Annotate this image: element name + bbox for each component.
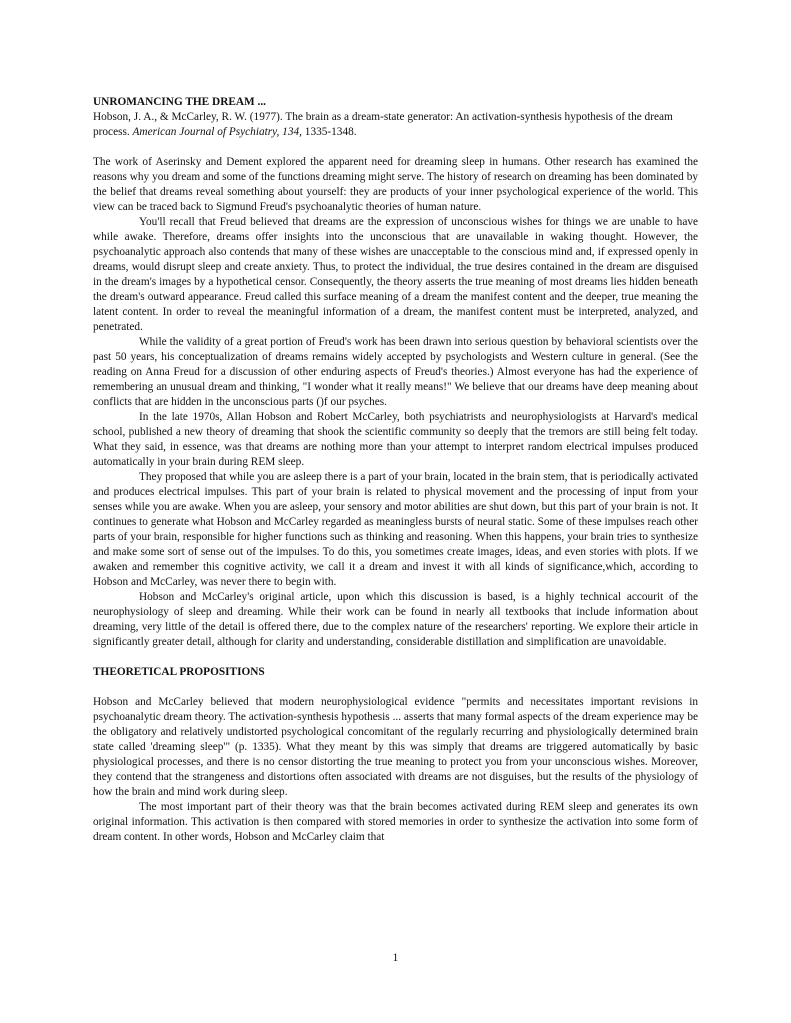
spacer [93,680,698,695]
spacer [93,650,698,665]
spacer [93,140,698,155]
paragraph: Hobson and McCarley's original article, upon which this discussion is based, is a highly technical accourit of the neurophysiology of sleep and dreaming. While their work can be found in nearly all textbooks that include information about dreaming, very little of the detail is offered there, due to the complex nature of the researchers' reporting. We explore their article in significantly greater detail, although for clarity and understanding, considerable distillation and simplification are unavoidable. [93,591,698,648]
citation-authors: Hobson, J. A., & McCarley, R. W. (1977). The brain as a dream-state generator: An activation-synthesis hypothesis of the dream process. [93,111,673,138]
paragraph: You'll recall that Freud believed that dreams are the expression of unconscious wishes for things we are unable to have while awake. Therefore, dreams offer insights into the unconscious that are unavailable in waking thought. However, the psychoanalytic approach also contends that many of these wishes are unacceptable to the conscious mind and, if expressed openly in dreams, would disrupt sleep and create anxiety. Thus, to protect the individual, the true desires contained in the dream are disguised in the dream's images by a hypothetical censor. Consequently, the theory asserts the true meaning of most dreams lies hidden beneath the dream's outward appearance. Freud called this surface meaning of a dream the manifest content and the deeper, true meaning the latent content. In order to reveal the meaningful information of a dream, the manifest content must be interpreted, analyzed, and penetrated. [93,216,698,333]
citation-journal: American Journal of Psychiatry, 134, [132,126,302,138]
section-title-theoretical-propositions: THEORETICAL PROPOSITIONS [93,666,265,678]
paragraph: The work of Aserinsky and Dement explored the apparent need for dreaming sleep in humans. Other research has examined the reasons why you dream and some of the functions dreaming might serve. The history of research on dreaming has been dominated by the belief that dreams reveal something about yourself: they are products of your inner psychological experience of the world. This view can be traced back to Sigmund Freud's psychoanalytic theories of human nature. [93,156,698,213]
paragraph: While the validity of a great portion of Freud's work has been drawn into serious question by behavioral scientists over the past 50 years, his conceptualization of dreams remains widely accepted by psychologists and Western culture in general. (See the reading on Anna Freud for a discussion of other enduring aspects of Freud's theories.) Almost everyone has had the experience of remembering an unusual dream and thinking, "I wonder what it really means!" We believe that our dreams have deep meaning about conflicts that are hidden in the unconscious parts ()f our psyches. [93,336,698,408]
paragraph: They proposed that while you are asleep there is a part of your brain, located in the brain stem, that is periodically activated and produces electrical impulses. This part of your brain is related to physical movement and the processing of input from your senses while you are awake. When you are asleep, your sensory and motor abilities are shut down, but this part of your brain is not. It continues to generate what Hobson and McCarley regarded as meaningless bursts of neural static. Some of these impulses reach other parts of your brain, responsible for higher functions such as thinking and reasoning. When this happens, your brain tries to synthesize and make some sort of sense out of the impulses. To do this, you sometimes create images, ideas, and even stories with plots. If we awaken and remember this cognitive activity, we call it a dream and invest it with all kinds of significance,which, according to Hobson and McCarley, was never there to begin with. [93,471,698,588]
citation-pages: 1335-1348. [301,126,357,138]
section-title: UNROMANCING THE DREAM ... [93,96,267,108]
page-number: 1 [392,952,399,964]
paragraph: In the late 1970s, Allan Hobson and Robert McCarley, both psychiatrists and neurophysiologists at Harvard's medical school, published a new theory of dreaming that shook the scientific community so deeply that the tremors are still being felt today. What they said, in essence, was that dreams are nothing more than your attempt to interpret random electrical impulses produced automatically in your brain during REM sleep. [93,411,698,468]
paragraph: The most important part of their theory was that the brain becomes activated during REM sleep and generates its own original information. This activation is then compared with stored memories in order to synthesize the activation into some form of dream content. In other words, Hobson and McCarley claim that [93,801,698,843]
page-content [93,95,698,845]
paragraph: Hobson and McCarley believed that modern neurophysiological evidence "permits and necessitates important revisions in psychoanalytic dream theory. The activation-synthesis hypothesis ... asserts that many formal aspects of the dream experience may be the obligatory and relatively undistorted psychological concomitant of the regularly recurring and physiologically determined brain state called 'dreaming sleep'" (p. 1335). What they meant by this was simply that dreams are triggered automatically by basic physiological processes, and there is no censor distorting the true meaning to protect you from your unconscious wishes. Moreover, they contend that the strangeness and distortions often associated with dreams are not disguises, but the results of the physiology of how the brain and mind work during sleep. [93,696,698,798]
citation [93,110,698,140]
